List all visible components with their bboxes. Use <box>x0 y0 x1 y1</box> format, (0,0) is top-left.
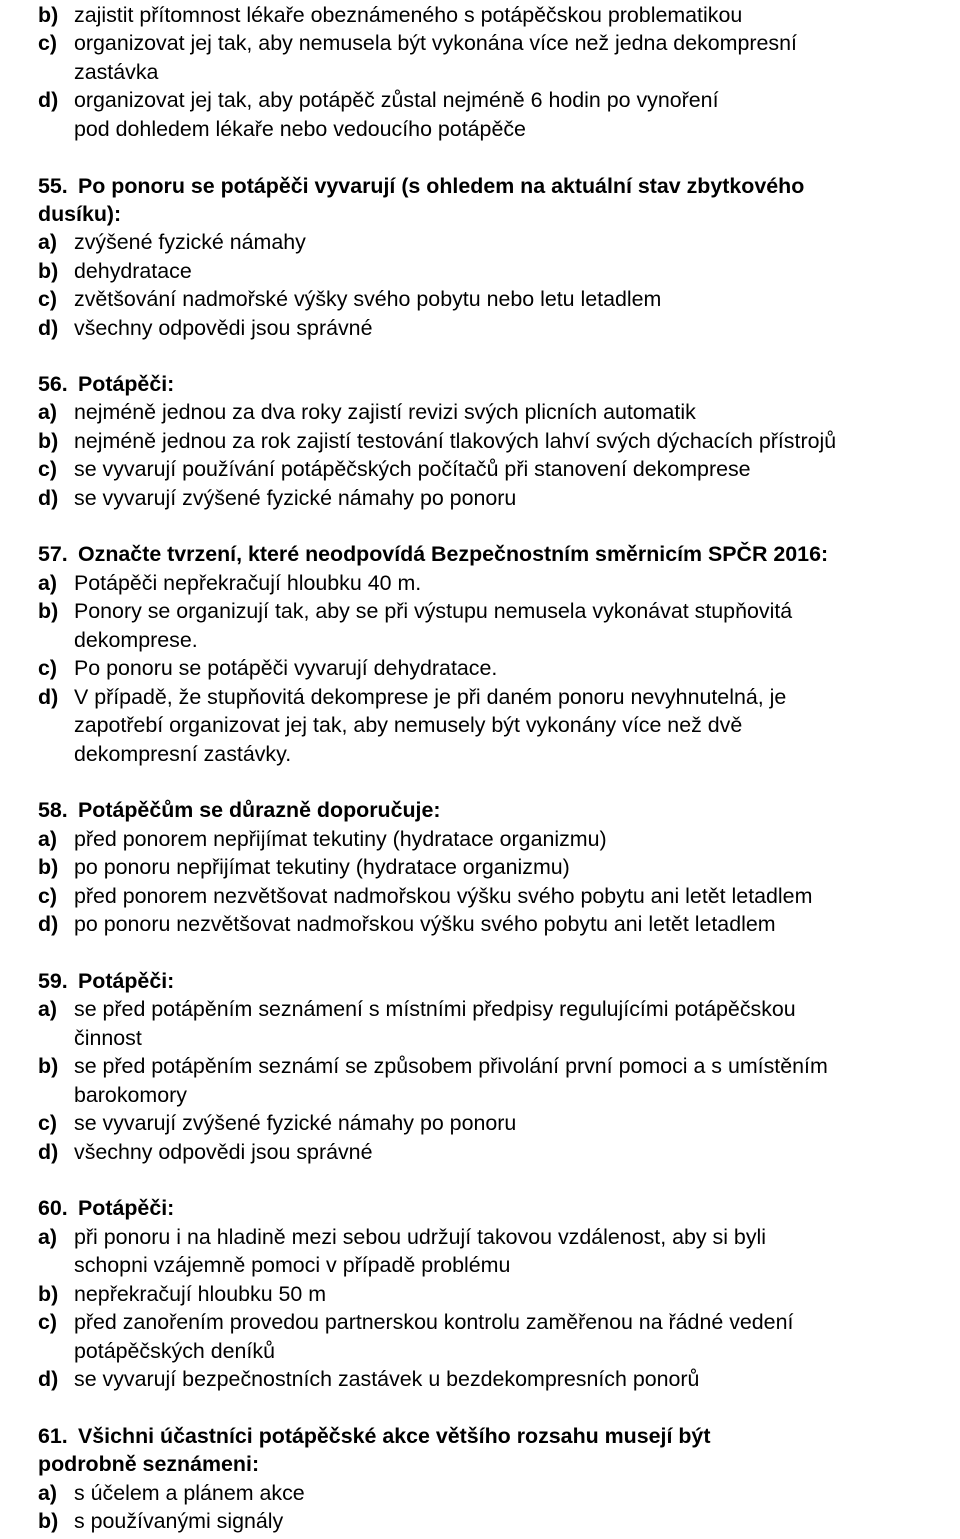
answer-line <box>38 286 661 314</box>
answer-label: d) <box>38 1367 59 1391</box>
answer-line <box>38 1224 766 1252</box>
answer-text: se před potápěním seznámení s místními předpisy regulujícími potápěčskou <box>74 997 796 1021</box>
answer-label: a) <box>38 400 58 424</box>
answer-line <box>38 428 836 456</box>
answer-continuation: potápěčských deníků <box>74 1339 275 1363</box>
answer-line <box>38 883 812 911</box>
question-title <box>38 541 828 569</box>
answer-text: před ponorem nepřijímat tekutiny (hydratace organizmu) <box>74 827 607 851</box>
answer-line <box>38 570 421 598</box>
answer-label: c) <box>38 457 58 481</box>
question-title <box>38 1195 174 1223</box>
answer-line <box>38 1281 326 1309</box>
question-title <box>38 1423 710 1451</box>
answer-label: d) <box>38 486 59 510</box>
question-number: 59. <box>38 969 68 993</box>
question-text: Potápěči: <box>78 372 175 396</box>
answer-text: s používanými signály <box>74 1509 284 1533</box>
answer-line <box>38 2 742 30</box>
answer-line <box>38 399 696 427</box>
answer-label: d) <box>38 685 59 709</box>
answer-text: všechny odpovědi jsou správné <box>74 316 373 340</box>
answer-label: d) <box>38 88 59 112</box>
question-title-continuation: dusíku): <box>38 202 122 226</box>
answer-label: d) <box>38 1140 59 1164</box>
question-number: 58. <box>38 798 68 822</box>
answer-line <box>38 1366 699 1394</box>
answer-line <box>38 854 570 882</box>
answer-text: nejméně jednou za rok zajistí testování tlakových lahví svých dýchacích přístrojů <box>74 429 837 453</box>
answer-continuation: pod dohledem lékaře nebo vedoucího potápěče <box>74 117 526 141</box>
answer-text: Ponory se organizují tak, aby se při výstupu nemusela vykonávat stupňovitá <box>74 599 793 623</box>
answer-line <box>38 996 796 1024</box>
answer-line <box>38 485 516 513</box>
question-text: Potápěči: <box>78 1196 175 1220</box>
answer-line <box>38 684 786 712</box>
question-text: Po ponoru se potápěči vyvarují (s ohledem na aktuální stav zbytkového <box>78 174 805 198</box>
question-text: Potápěči: <box>78 969 175 993</box>
question-number: 60. <box>38 1196 68 1220</box>
answer-text: po ponoru nepřijímat tekutiny (hydratace organizmu) <box>74 855 570 879</box>
answer-label: b) <box>38 1282 59 1306</box>
answer-text: po ponoru nezvětšovat nadmořskou výšku svého pobytu ani letět letadlem <box>74 912 776 936</box>
question-text: Potápěčům se důrazně doporučuje: <box>78 798 441 822</box>
question-number: 56. <box>38 372 68 396</box>
answer-text: zvýšené fyzické námahy <box>74 230 306 254</box>
answer-label: c) <box>38 287 58 311</box>
answer-label: a) <box>38 1225 58 1249</box>
answer-line <box>38 1139 372 1167</box>
answer-text: se vyvarují zvýšené fyzické námahy po ponoru <box>74 1111 517 1135</box>
answer-line <box>38 1309 793 1337</box>
answer-continuation: zastávka <box>74 60 159 84</box>
answer-continuation: barokomory <box>74 1083 187 1107</box>
answer-label: a) <box>38 230 58 254</box>
answer-line <box>38 1053 828 1081</box>
question-number: 55. <box>38 174 68 198</box>
answer-line <box>38 229 306 257</box>
answer-label: c) <box>38 31 58 55</box>
answer-text: se před potápěním seznámí se způsobem přivolání první pomoci a s umístěním <box>74 1054 828 1078</box>
answer-line <box>38 826 607 854</box>
answer-text: dehydratace <box>74 259 192 283</box>
answer-text: V případě, že stupňovitá dekomprese je při daném ponoru nevyhnutelná, je <box>74 685 787 709</box>
answer-line <box>38 911 776 939</box>
answer-continuation: činnost <box>74 1026 142 1050</box>
answer-text: všechny odpovědi jsou správné <box>74 1140 373 1164</box>
question-number: 57. <box>38 542 68 566</box>
answer-text: se vyvarují zvýšené fyzické námahy po ponoru <box>74 486 517 510</box>
answer-text: před ponorem nezvětšovat nadmořskou výšku svého pobytu ani letět letadlem <box>74 884 813 908</box>
answer-line <box>38 1480 305 1508</box>
answer-label: a) <box>38 827 58 851</box>
answer-label: b) <box>38 429 59 453</box>
answer-line <box>38 315 372 343</box>
answer-text: s účelem a plánem akce <box>74 1481 305 1505</box>
answer-label: b) <box>38 1054 59 1078</box>
answer-text: zajistit přítomnost lékaře obeznámeného s potápěčskou problematikou <box>74 3 743 27</box>
answer-text: nepřekračují hloubku 50 m <box>74 1282 327 1306</box>
answer-label: c) <box>38 1111 58 1135</box>
question-title <box>38 797 441 825</box>
question-text: Označte tvrzení, které neodpovídá Bezpečnostním směrnicím SPČR 2016: <box>78 542 829 566</box>
answer-line <box>38 30 797 58</box>
answer-label: b) <box>38 599 59 623</box>
answer-text: organizovat jej tak, aby potápěč zůstal nejméně 6 hodin po vynoření <box>74 88 719 112</box>
question-title <box>38 371 174 399</box>
answer-text: organizovat jej tak, aby nemusela být vykonána více než jedna dekompresní <box>74 31 797 55</box>
answer-label: b) <box>38 1509 59 1533</box>
answer-continuation: dekomprese. <box>74 628 198 652</box>
answer-label: a) <box>38 1481 58 1505</box>
answer-label: b) <box>38 259 59 283</box>
answer-label: a) <box>38 997 58 1021</box>
answer-text: se vyvarují používání potápěčských počítačů při stanovení dekomprese <box>74 457 751 481</box>
answer-line <box>38 258 192 286</box>
answer-continuation: zapotřebí organizovat jej tak, aby nemusely být vykonány více než dvě <box>74 713 743 737</box>
question-number: 61. <box>38 1424 68 1448</box>
question-title <box>38 968 174 996</box>
answer-label: a) <box>38 571 58 595</box>
answer-label: c) <box>38 656 58 680</box>
question-text: Všichni účastníci potápěčské akce většího rozsahu musejí být <box>78 1424 711 1448</box>
answer-text: před zanořením provedou partnerskou kontrolu zaměřenou na řádné vedení <box>74 1310 794 1334</box>
answer-text: Po ponoru se potápěči vyvarují dehydratace. <box>74 656 498 680</box>
answer-line <box>38 1110 516 1138</box>
answer-text: zvětšování nadmořské výšky svého pobytu nebo letu letadlem <box>74 287 662 311</box>
answer-continuation: dekompresní zastávky. <box>74 742 292 766</box>
answer-label: c) <box>38 884 58 908</box>
question-title-continuation: podrobně seznámeni: <box>38 1452 260 1476</box>
answer-text: Potápěči nepřekračují hloubku 40 m. <box>74 571 422 595</box>
answer-label: b) <box>38 855 59 879</box>
answer-line <box>38 456 751 484</box>
answer-line <box>38 655 497 683</box>
answer-label: d) <box>38 912 59 936</box>
question-title <box>38 173 804 201</box>
answer-text: při ponoru i na hladině mezi sebou udržují takovou vzdálenost, aby si byli <box>74 1225 767 1249</box>
answer-label: d) <box>38 316 59 340</box>
answer-line <box>38 598 792 626</box>
answer-line <box>38 1508 283 1536</box>
answer-label: b) <box>38 3 59 27</box>
answer-line <box>38 87 719 115</box>
answer-continuation: schopni vzájemně pomoci v případě problému <box>74 1253 511 1277</box>
answer-text: nejméně jednou za dva roky zajistí revizi svých plicních automatik <box>74 400 696 424</box>
answer-label: c) <box>38 1310 58 1334</box>
answer-text: se vyvarují bezpečnostních zastávek u bezdekompresních ponorů <box>74 1367 700 1391</box>
